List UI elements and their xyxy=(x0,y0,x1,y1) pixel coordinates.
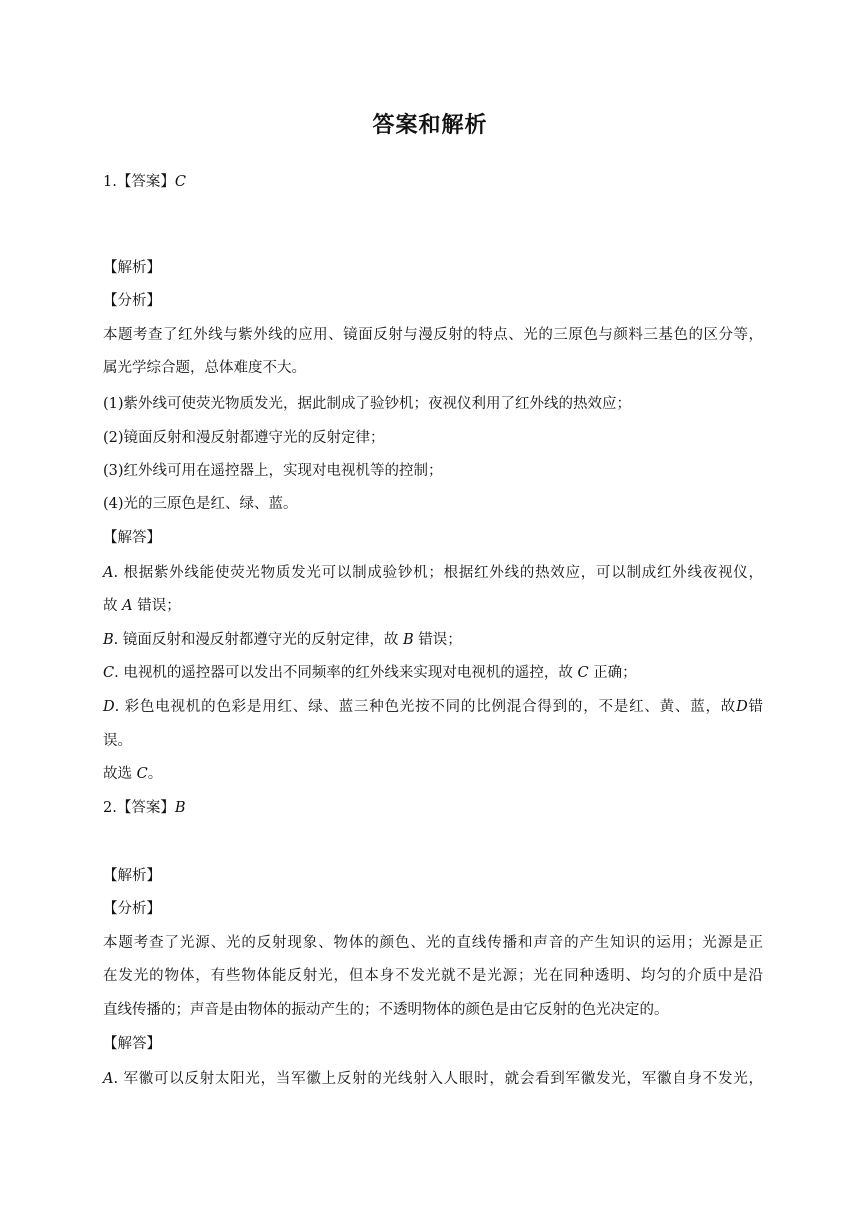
q2-option-a-text: . 军徽可以反射太阳光，当军徽上反射的光线射入人眼时，就会看到军徽发光，军徽自身不发光， xyxy=(113,1071,763,1087)
q1-option-a-cont-letter: A xyxy=(122,598,133,614)
q1-option-a xyxy=(103,563,763,583)
q2-analysis-line-2: 在发光的物体，有些物体能反射光，但本身不发光就不是光源；光在同种透明、均匀的介质中是沿 xyxy=(103,968,763,984)
q1-option-a-cont-pre: 故 xyxy=(103,598,118,614)
q1-option-d-label: D xyxy=(103,699,115,715)
q1-choice-post: 。 xyxy=(147,766,163,782)
q1-option-c-post: 正确； xyxy=(593,665,637,681)
q1-option-b xyxy=(103,630,763,650)
q2-option-a xyxy=(103,1069,763,1089)
q1-option-c-letter: C xyxy=(577,665,589,681)
q1-option-a-cont xyxy=(103,596,763,616)
q1-option-a-label: A xyxy=(103,565,114,581)
q2-analysis-line-3: 直线传播的；声音是由物体的振动产生的；不透明物体的颜色是由它反射的色光决定的。 xyxy=(103,1002,669,1018)
q2-analysis-line-1: 本题考查了光源、光的反射现象、物体的颜色、光的直线传播和声音的产生知识的运用；光源是正 xyxy=(103,935,763,951)
q1-jiexi-heading: 【解析】 xyxy=(103,260,161,276)
q1-point-4: (4)光的三原色是红、绿、蓝。 xyxy=(103,496,298,512)
q1-option-d-post: 错 xyxy=(747,699,764,715)
q1-analysis-line-2: 属光学综合题，总体难度不大。 xyxy=(103,360,306,376)
q2-answer-prefix: 2.【答案】 xyxy=(103,800,175,816)
q1-option-b-label: B xyxy=(103,632,114,648)
q1-answer-letter: C xyxy=(174,174,186,190)
page-title: 答案和解析 xyxy=(372,113,488,138)
q1-option-b-text: . 镜面反射和漫反射都遵守光的反射定律，故 xyxy=(113,632,399,648)
q1-jieda-heading: 【解答】 xyxy=(103,530,161,546)
q1-option-d-letter: D xyxy=(736,699,748,715)
q2-answer-letter: B xyxy=(174,800,186,816)
q1-option-a-cont-post: 错误； xyxy=(137,598,181,614)
q1-option-b-letter: B xyxy=(402,632,414,648)
q1-answer-prefix: 1.【答案】 xyxy=(103,174,175,190)
q1-option-d-cont: 误。 xyxy=(103,733,132,749)
q2-jiexi-heading: 【解析】 xyxy=(103,868,161,884)
q1-answer-line xyxy=(103,172,763,192)
q1-option-d xyxy=(103,697,763,717)
q1-point-3: (3)红外线可用在遥控器上，实现对电视机等的控制； xyxy=(103,463,443,479)
q1-analysis-line-1: 本题考查了红外线与紫外线的应用、镜面反射与漫反射的特点、光的三原色与颜料三基色的区分等， xyxy=(103,327,763,343)
q1-option-b-post: 错误； xyxy=(418,632,462,648)
q1-choice-pre: 故选 xyxy=(103,766,132,782)
q1-option-d-text: . 彩色电视机的色彩是用红、绿、蓝三种色光按不同的比例混合得到的，不是红、黄、蓝，故 xyxy=(114,699,737,715)
q1-point-1: (1)紫外线可使荧光物质发光，据此制成了验钞机；夜视仪利用了红外线的热效应； xyxy=(103,396,632,412)
q2-fenxi-heading: 【分析】 xyxy=(103,901,161,917)
q1-choice-letter: C xyxy=(136,766,148,782)
q1-point-2: (2)镜面反射和漫反射都遵守光的反射定律； xyxy=(103,430,385,446)
q2-option-a-label: A xyxy=(103,1071,114,1087)
q2-jieda-heading: 【解答】 xyxy=(103,1036,161,1052)
q2-answer-line xyxy=(103,798,763,818)
q1-option-c xyxy=(103,663,763,683)
q1-option-c-text: . 电视机的遥控器可以发出不同频率的红外线来实现对电视机的遥控，故 xyxy=(114,665,573,681)
q1-option-a-text: . 根据紫外线能使荧光物质发光可以制成验钞机；根据红外线的热效应，可以制成红外线夜视仪， xyxy=(113,565,763,581)
q1-fenxi-heading: 【分析】 xyxy=(103,293,161,309)
q1-option-c-label: C xyxy=(103,665,115,681)
q1-choice xyxy=(103,764,763,784)
